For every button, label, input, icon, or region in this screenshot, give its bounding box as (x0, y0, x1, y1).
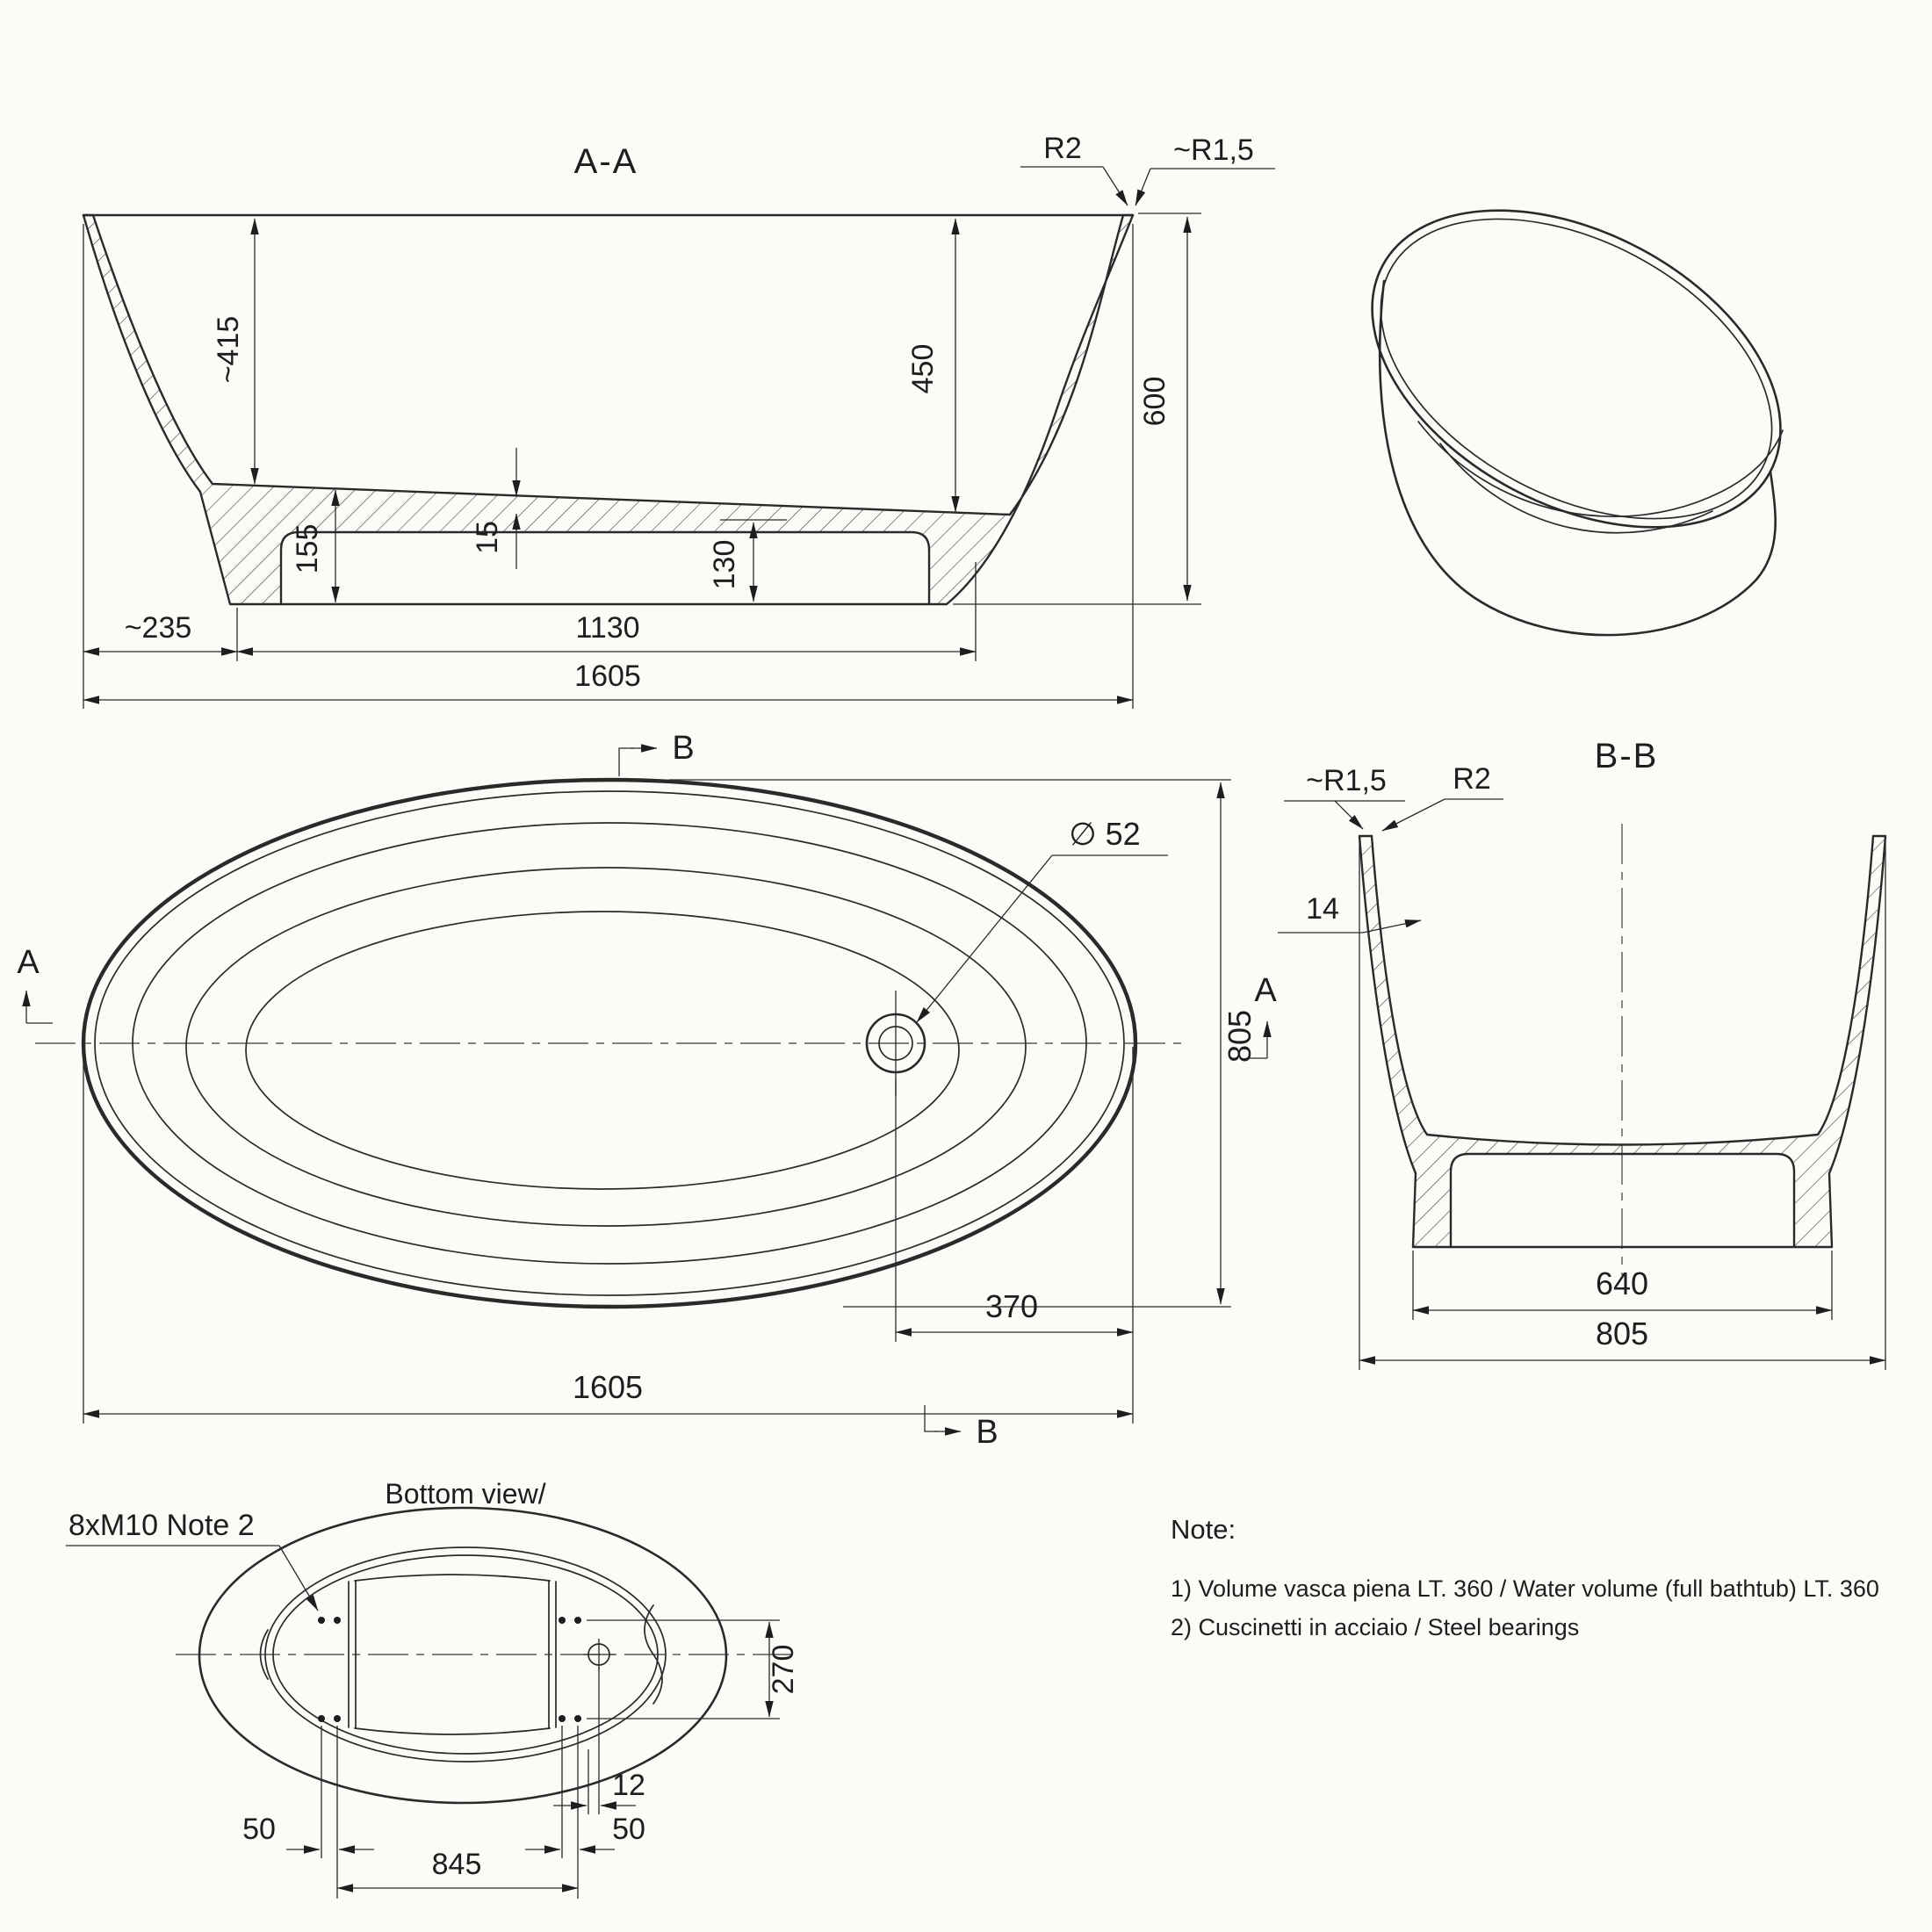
section-marker-b-bottom (925, 1405, 998, 1451)
r15-label: ~R1,5 (1173, 133, 1254, 167)
dim-label: 130 (708, 539, 741, 590)
dim-label: 640 (1595, 1265, 1649, 1301)
r2-label: R2 (1043, 132, 1082, 165)
bolt-label: 8xM10 Note 2 (68, 1509, 255, 1542)
dim-label: 845 (431, 1848, 482, 1881)
dim-label: 1130 (575, 611, 640, 645)
radius-callouts-aa (1020, 132, 1275, 205)
plan-view (17, 730, 1277, 1451)
plan-floor-line (246, 912, 959, 1189)
dim-label: 14 (1306, 892, 1339, 926)
drain-diameter-callout (917, 816, 1168, 1022)
radius-callouts-bb (1284, 762, 1503, 831)
dim-1130 (237, 562, 976, 661)
perspective-view (1318, 146, 1834, 635)
section-marker-b-top (619, 730, 695, 776)
dim-label: 805 (1222, 1009, 1258, 1063)
r2-label: R2 (1453, 762, 1491, 796)
notes-line-1: 1) Volume vasca piena LT. 360 / Water volume (full bathtub) LT. 360 (1171, 1575, 1879, 1602)
dim-1605-plan (83, 1047, 1133, 1424)
section-aa-material (83, 215, 1133, 604)
dim-label: 155 (291, 523, 324, 574)
bottom-outer-ellipse (199, 1508, 726, 1803)
section-bb-title: B-B (1594, 737, 1659, 775)
notes-heading: Note: (1171, 1514, 1236, 1545)
dim-label: 1605 (572, 1369, 644, 1405)
section-bb-view (1278, 737, 1885, 1370)
dim-235 (83, 224, 237, 709)
dim-label: 50 (612, 1813, 645, 1846)
marker-letter: A (17, 944, 40, 981)
dim-label: 805 (1595, 1316, 1649, 1352)
dim-270 (587, 1620, 800, 1719)
dim-14 (1278, 892, 1421, 933)
section-marker-a-left (17, 944, 53, 1023)
dim-50-right (525, 1813, 645, 1849)
dim-845 (337, 1848, 578, 1888)
dim-label: ~415 (212, 315, 245, 384)
mounting-holes (318, 1617, 581, 1722)
bolt-callout (66, 1509, 318, 1611)
section-aa-title: A-A (573, 142, 638, 181)
dim-label: ~235 (124, 611, 192, 645)
dim-415 (212, 219, 255, 484)
dim-label: 15 (471, 521, 504, 554)
dim-label: 600 (1138, 376, 1171, 427)
dim-50-left (242, 1813, 374, 1849)
notes-block (1171, 1514, 1879, 1640)
dim-label: 12 (612, 1769, 645, 1802)
dim-450 (906, 219, 955, 512)
dia52-label: ∅ 52 (1069, 816, 1141, 852)
dim-label: 450 (906, 343, 940, 394)
plan-bowl-line (186, 868, 1026, 1226)
marker-letter: B (976, 1414, 998, 1451)
bottom-view-title: Bottom view/ (385, 1478, 546, 1510)
dim-label: 1605 (574, 660, 641, 693)
dim-label: 370 (984, 1288, 1039, 1324)
marker-letter: B (672, 730, 695, 767)
bottom-view (66, 1478, 800, 1899)
dim-label: 270 (767, 1644, 800, 1695)
marker-letter: A (1254, 972, 1277, 1009)
dim-label: 50 (242, 1813, 276, 1846)
bottom-drain (583, 1639, 615, 1670)
notes-line-2: 2) Cuscinetti in acciaio / Steel bearings (1171, 1614, 1580, 1640)
r15-label: ~R1,5 (1306, 764, 1387, 797)
section-aa-view (83, 132, 1275, 709)
